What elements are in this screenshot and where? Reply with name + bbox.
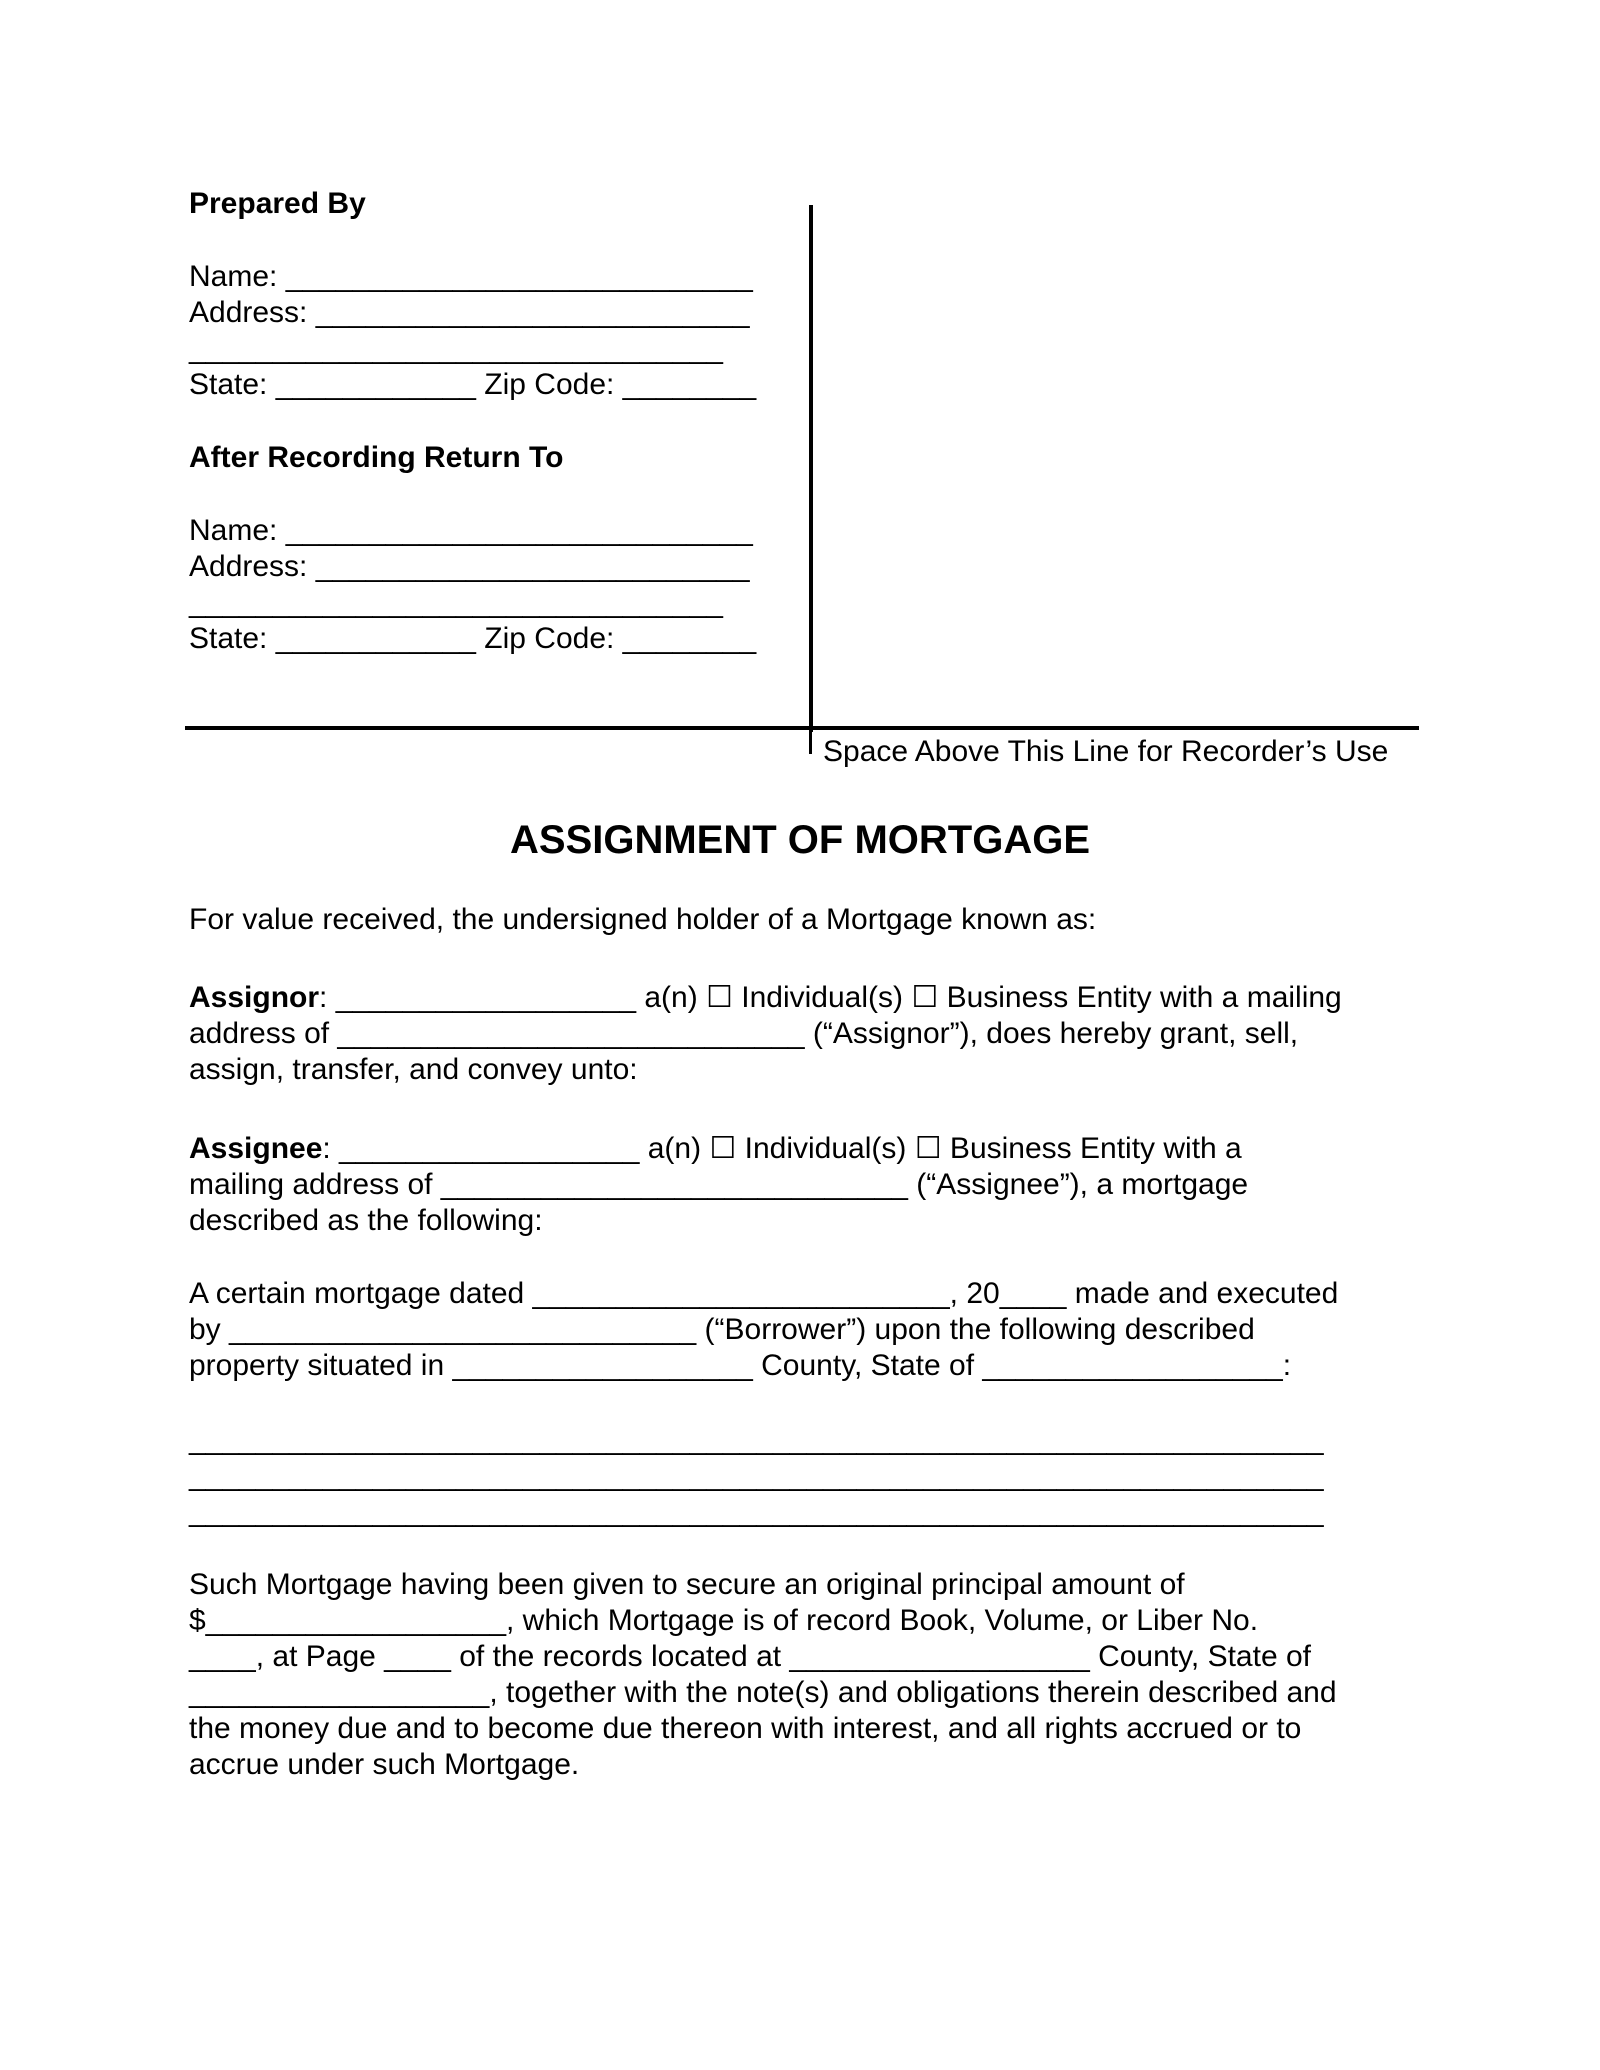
prepared-by-heading: Prepared By xyxy=(189,187,366,220)
mortgage-paragraph xyxy=(189,1276,1429,1384)
principal-line-5: the money due and to become due thereon with interest, and all rights accrued or to xyxy=(189,1712,1302,1745)
assignor-line-1: : __________________ a(n) ☐ Individual(s) ☐ Business Entity with a mailing xyxy=(319,981,1342,1014)
assignor-paragraph xyxy=(189,980,1429,1088)
description-line-2: ____________________________________________________________________ xyxy=(189,1459,1324,1492)
assignee-paragraph xyxy=(189,1131,1429,1239)
description-line-3: ____________________________________________________________________ xyxy=(189,1495,1324,1528)
prepared-by-blank-line: ________________________________ xyxy=(189,332,723,365)
assignor-label: Assignor xyxy=(189,981,320,1014)
principal-line-4: __________________, together with the note(s) and obligations therein described and xyxy=(189,1676,1337,1709)
principal-line-2: $__________________, which Mortgage is of record Book, Volume, or Liber No. xyxy=(189,1604,1259,1637)
mortgage-line-3: property situated in __________________ County, State of __________________: xyxy=(189,1349,1292,1382)
assignor-line-3: assign, transfer, and convey unto: xyxy=(189,1053,638,1086)
document-title: ASSIGNMENT OF MORTGAGE xyxy=(510,818,1090,862)
recorder-box-tick xyxy=(809,730,812,754)
return-to-address-line: Address: __________________________ xyxy=(189,550,750,583)
recorder-use-note: Space Above This Line for Recorder’s Use xyxy=(823,735,1389,768)
assignor-line-2: address of ____________________________ (“Assignor”), does hereby grant, sell, xyxy=(189,1017,1299,1050)
prepared-by-name-line: Name: ____________________________ xyxy=(189,260,753,293)
mortgage-line-1: A certain mortgage dated _________________________, 20____ made and executed xyxy=(189,1277,1339,1310)
prepared-by-state-zip-line: State: ____________ Zip Code: ________ xyxy=(189,368,757,401)
recorder-box-horizontal-rule xyxy=(185,726,1419,730)
property-description-lines xyxy=(189,1422,1429,1530)
assignee-line-1: : __________________ a(n) ☐ Individual(s) ☐ Business Entity with a xyxy=(322,1132,1242,1165)
assignee-line-2: mailing address of ____________________________ (“Assignee”), a mortgage xyxy=(189,1168,1249,1201)
principal-line-1: Such Mortgage having been given to secure an original principal amount of xyxy=(189,1568,1185,1601)
assignee-label: Assignee xyxy=(189,1132,323,1165)
principal-paragraph xyxy=(189,1567,1429,1783)
return-to-blank-line: ________________________________ xyxy=(189,586,723,619)
return-to-name-line: Name: ____________________________ xyxy=(189,514,753,547)
return-to-heading: After Recording Return To xyxy=(189,441,564,474)
recorder-box-vertical-rule xyxy=(809,205,813,732)
prepared-by-address-line: Address: __________________________ xyxy=(189,296,750,329)
mortgage-line-2: by ____________________________ (“Borrower”) upon the following described xyxy=(189,1313,1255,1346)
return-to-state-zip-line: State: ____________ Zip Code: ________ xyxy=(189,622,757,655)
description-line-1: ____________________________________________________________________ xyxy=(189,1423,1324,1456)
assignee-line-3: described as the following: xyxy=(189,1204,543,1237)
principal-line-6: accrue under such Mortgage. xyxy=(189,1748,580,1781)
intro-paragraph: For value received, the undersigned holder of a Mortgage known as: xyxy=(189,903,1097,936)
principal-line-3: ____, at Page ____ of the records located at __________________ County, State of xyxy=(189,1640,1311,1673)
